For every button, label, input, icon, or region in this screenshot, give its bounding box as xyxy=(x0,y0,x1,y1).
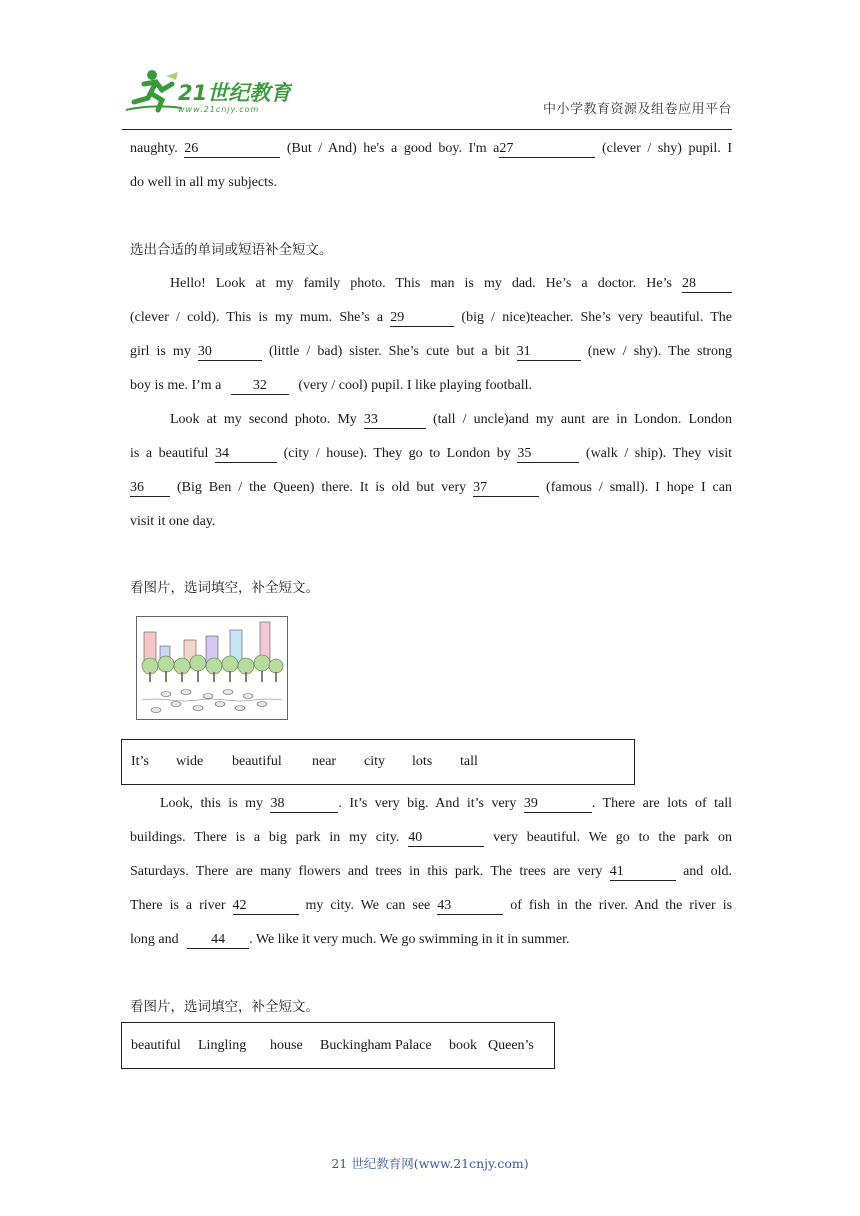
passage-line: Saturdays. There are many flowers and trees in this park. The trees are very 41 and old. xyxy=(130,864,733,879)
blank-40: 40 xyxy=(408,829,484,847)
passage-line: long and 44 . We like it very much. We go swimming in it in summer. xyxy=(130,932,570,947)
logo xyxy=(122,66,292,116)
word-bank-item: Buckingham Palace xyxy=(320,1037,432,1053)
blank-31: 31 xyxy=(517,343,581,361)
word-bank-item: beautiful xyxy=(232,754,282,769)
blank-28: 28 xyxy=(682,275,732,293)
blank-34: 34 xyxy=(215,445,277,463)
blank-27: 27 xyxy=(499,140,595,158)
header-divider xyxy=(122,129,732,130)
passage-line: There is a river 42 my city. We can see 43 of fish in the river. And the river is xyxy=(130,898,733,913)
blank-44: 44 xyxy=(187,931,249,949)
blank-26: 26 xyxy=(184,140,280,158)
blank-35: 35 xyxy=(517,445,579,463)
word-bank-item: house xyxy=(270,1037,303,1053)
word-bank-item: near xyxy=(312,754,337,769)
logo-text: 21世纪教育 xyxy=(178,81,292,105)
section-instruction: 看图片，选词填空，补全短文。 xyxy=(130,580,319,596)
blank-42: 42 xyxy=(233,897,299,915)
section-instruction: 选出合适的单词或短语补全短文。 xyxy=(130,242,333,258)
word-bank-item: Queen’s xyxy=(488,1037,534,1053)
page-header xyxy=(122,66,732,132)
blank-38: 38 xyxy=(270,795,338,813)
page-footer: 21 世纪教育网(www.21cnjy.com) xyxy=(331,1156,529,1171)
blank-41: 41 xyxy=(610,863,676,881)
passage-line: Hello! Look at my family photo. This man is my dad. He’s a doctor. He’s 28 xyxy=(170,274,732,294)
blank-33: 33 xyxy=(364,411,426,429)
word-bank-item: tall xyxy=(460,754,478,769)
word-bank-item: It’s xyxy=(131,754,149,769)
word-bank-item: Lingling xyxy=(198,1037,247,1053)
blank-30: 30 xyxy=(198,343,262,361)
word-bank-item: city xyxy=(364,754,385,769)
blank-36: 36 xyxy=(130,479,170,497)
passage-line: girl is my 30 (little / bad) sister. She’s cute but a bit 31 (new / shy). The strong xyxy=(130,344,732,359)
logo-url: www.21cnjy.com xyxy=(178,105,260,114)
section-instruction: 看图片，选词填空，补全短文。 xyxy=(130,999,319,1015)
runner-icon xyxy=(126,70,182,110)
passage-line: Look, this is my 38 . It’s very big. And it’s very 39 . There are lots of tall xyxy=(160,796,732,811)
passage-line: 36 (Big Ben / the Queen) there. It is old but very 37 (famous / small). I hope I can xyxy=(130,480,732,495)
word-bank-item: wide xyxy=(176,754,204,769)
blank-39: 39 xyxy=(524,795,592,813)
platform-name: 中小学教育资源及组卷应用平台 xyxy=(542,102,732,117)
passage-line: naughty. 26 (But / And) he's a good boy. I'm a27 (clever / shy) pupil. I xyxy=(130,141,732,156)
word-bank-item: beautiful xyxy=(131,1037,181,1053)
city-park-river-image xyxy=(136,616,288,720)
blank-43: 43 xyxy=(437,897,503,915)
word-bank-item: lots xyxy=(412,754,433,769)
passage-line: is a beautiful 34 (city / house). They go to London by 35 (walk / ship). They visit xyxy=(130,446,733,461)
word-bank xyxy=(121,1022,555,1069)
blank-29: 29 xyxy=(390,309,454,327)
word-bank-item: book xyxy=(449,1037,477,1053)
blank-37: 37 xyxy=(473,479,539,497)
passage-line: boy is me. I’m a 32 (very / cool) pupil. I like playing football. xyxy=(130,378,533,393)
passage-line: buildings. There is a big park in my city. 40 very beautiful. We go to the park on xyxy=(130,830,733,845)
passage-line: Look at my second photo. My 33 (tall / uncle)and my aunt are in London. London xyxy=(170,412,732,427)
passage-line: do well in all my subjects. xyxy=(130,175,277,190)
passage-line: (clever / cold). This is my mum. She’s a 29 (big / nice)teacher. She’s very beautiful. The xyxy=(130,310,732,325)
blank-32: 32 xyxy=(231,377,289,395)
passage-line: visit it one day. xyxy=(130,514,216,529)
word-bank xyxy=(121,739,635,785)
